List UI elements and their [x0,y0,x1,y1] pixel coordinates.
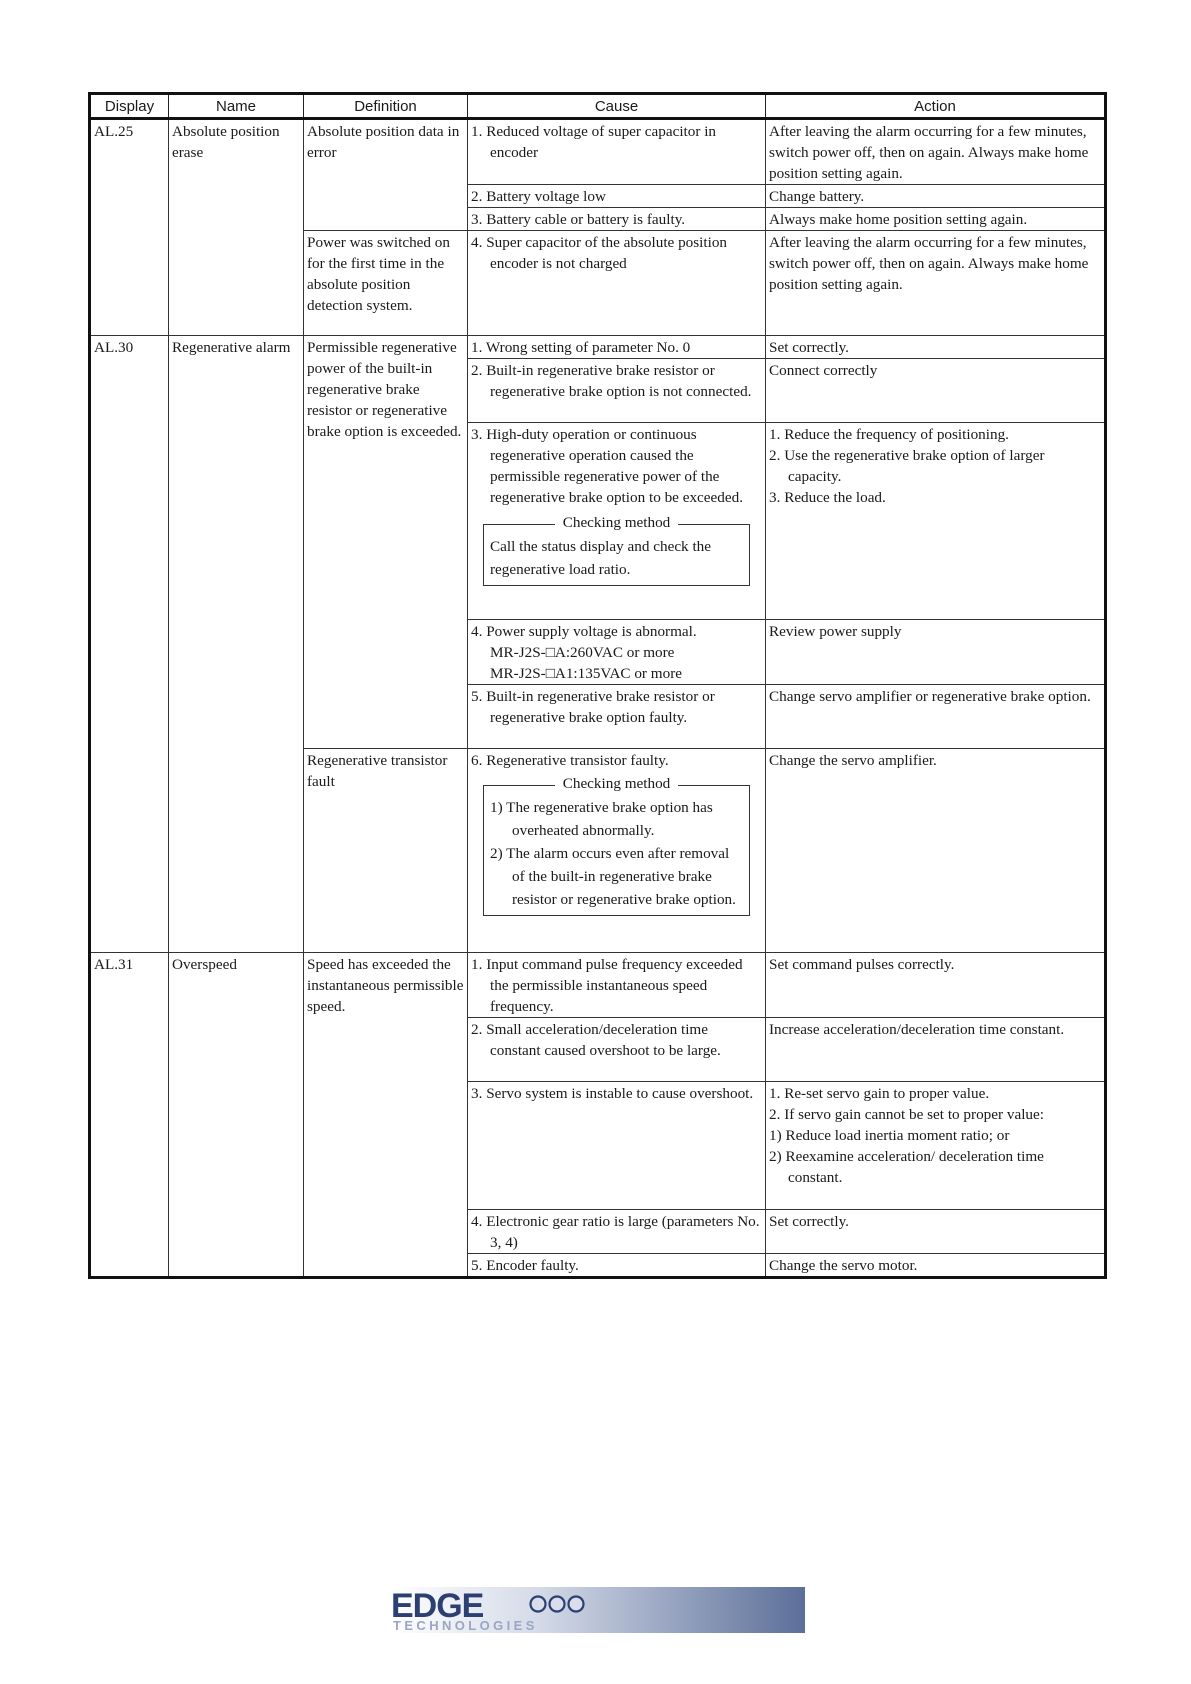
action-item: 2) Reexamine acceleration/ deceleration time constant. [769,1148,1044,1186]
header-cause: Cause [468,94,766,119]
logo-subtitle: TECHNOLOGIES [393,1618,538,1633]
al30-action-4: Review power supply [766,620,1106,685]
al25-definition-2: Power was switched on for the first time in the absolute position detection system. [304,231,468,336]
al25-action-2b: Always make home position setting again. [766,208,1106,231]
cause-subline: MR-J2S-□A:260VAC or more [490,644,675,661]
al30-definition-1: Permissible regenerative power of the built-in regenerative brake resistor or regenerative brake option is exceeded. [304,336,468,749]
logo-word: EDGE [391,1587,484,1625]
al31-cause-5: 5. Encoder faulty. [468,1254,766,1278]
al31-cause-1 [468,953,766,1018]
action-item: 2. If servo gain cannot be set to proper value: [769,1106,1044,1123]
cause-text: 6. Regenerative transistor faulty. [471,752,669,769]
cause-text: 5. Built-in regenerative brake resistor or regenerative brake option faulty. [471,688,715,726]
al31-cause-2 [468,1018,766,1082]
al31-name: Overspeed [169,953,304,1278]
al25-action-4: After leaving the alarm occurring for a few minutes, switch power off, then on again. Always make home position setting again. [766,231,1106,336]
al25-cause-3: 3. Battery cable or battery is faulty. [468,208,766,231]
cause-text: 4. Electronic gear ratio is large (parameters No. 3, 4) [471,1213,760,1251]
action-item: 3. Reduce the load. [769,489,886,506]
action-item: 2. Use the regenerative brake option of larger capacity. [769,447,1045,485]
logo-dot-icon [531,1597,546,1612]
al25-cause-2: 2. Battery voltage low [468,185,766,208]
checking-method-item: 1) The regenerative brake option has overheated abnormally. [490,799,713,839]
al30-action-3 [766,423,1106,620]
edge-technologies-logo [391,1587,805,1633]
al25-action-1: After leaving the alarm occurring for a few minutes, switch power off, then on again. Always make home position setting again. [766,119,1106,185]
al30-action-5: Change servo amplifier or regenerative brake option. [766,685,1106,749]
al31-action-2: Increase acceleration/deceleration time constant. [766,1018,1106,1082]
cause-text: 4. Super capacitor of the absolute position encoder is not charged [471,234,728,272]
cause-text: 4. Power supply voltage is abnormal. [471,623,697,640]
al30-cause-1: 1. Wrong setting of parameter No. 0 [468,336,766,359]
logo-dot-icon [550,1597,565,1612]
al30-action-6: Change the servo amplifier. [766,749,1106,953]
al30-name: Regenerative alarm [169,336,304,953]
al31-cause-4 [468,1210,766,1254]
al30-cause-3 [468,423,766,620]
al31-action-5: Change the servo motor. [766,1254,1106,1278]
checking-method-text: Call the status display and check the regenerative load ratio. [490,538,712,578]
table-row [90,119,1106,185]
al25-action-2a: Change battery. [766,185,1106,208]
al30-action-2: Connect correctly [766,359,1106,423]
action-item: 1. Reduce the frequency of positioning. [769,426,1009,443]
al25-definition-1: Absolute position data in error [304,119,468,231]
al30-cause-6 [468,749,766,953]
logo-dot-icon [569,1597,584,1612]
header-action: Action [766,94,1106,119]
al31-action-4: Set correctly. [766,1210,1106,1254]
header-name: Name [169,94,304,119]
al31-action-1: Set command pulses correctly. [766,953,1106,1018]
table-row [90,336,1106,359]
checking-method-item: 2) The alarm occurs even after removal of the built-in regenerative brake resistor or regenerative brake option. [490,845,736,908]
al30-action-1: Set correctly. [766,336,1106,359]
al31-action-3 [766,1082,1106,1210]
al31-display: AL.31 [90,953,169,1278]
al25-cause-4 [468,231,766,336]
al30-cause-2 [468,359,766,423]
cause-text: 2. Small acceleration/deceleration time constant caused overshoot to be large. [471,1021,721,1059]
al25-name: Absolute position erase [169,119,304,336]
header-display: Display [90,94,169,119]
cause-text: 2. Built-in regenerative brake resistor or regenerative brake option is not connected. [471,362,752,400]
alarm-table [88,92,1107,1279]
action-item: 1) Reduce load inertia moment ratio; or [769,1127,1010,1144]
header-definition: Definition [304,94,468,119]
cause-text: 1. Input command pulse frequency exceeded the permissible instantaneous speed frequency. [471,956,743,1015]
cause-text: 1. Reduced voltage of super capacitor in encoder [471,123,717,161]
al30-display: AL.30 [90,336,169,953]
al30-definition-2: Regenerative transistor fault [304,749,468,953]
checking-method-title: Checking method [555,775,679,792]
header-row [90,94,1106,119]
table-row [90,953,1106,1018]
cause-subline: MR-J2S-□A1:135VAC or more [490,665,682,682]
cause-text: 3. Servo system is instable to cause overshoot. [471,1085,754,1102]
al30-cause-5 [468,685,766,749]
checking-method-box [483,514,750,586]
al31-cause-3 [468,1082,766,1210]
al25-cause-1 [468,119,766,185]
al25-display: AL.25 [90,119,169,336]
al31-definition-1: Speed has exceeded the instantaneous permissible speed. [304,953,468,1278]
checking-method-box [483,775,750,916]
checking-method-title: Checking method [555,514,679,531]
al30-cause-4 [468,620,766,685]
action-item: 1. Re-set servo gain to proper value. [769,1085,990,1102]
cause-text: 3. High-duty operation or continuous regenerative operation caused the permissible regenerative power of the regenerative brake option to be exceeded. [471,426,743,506]
